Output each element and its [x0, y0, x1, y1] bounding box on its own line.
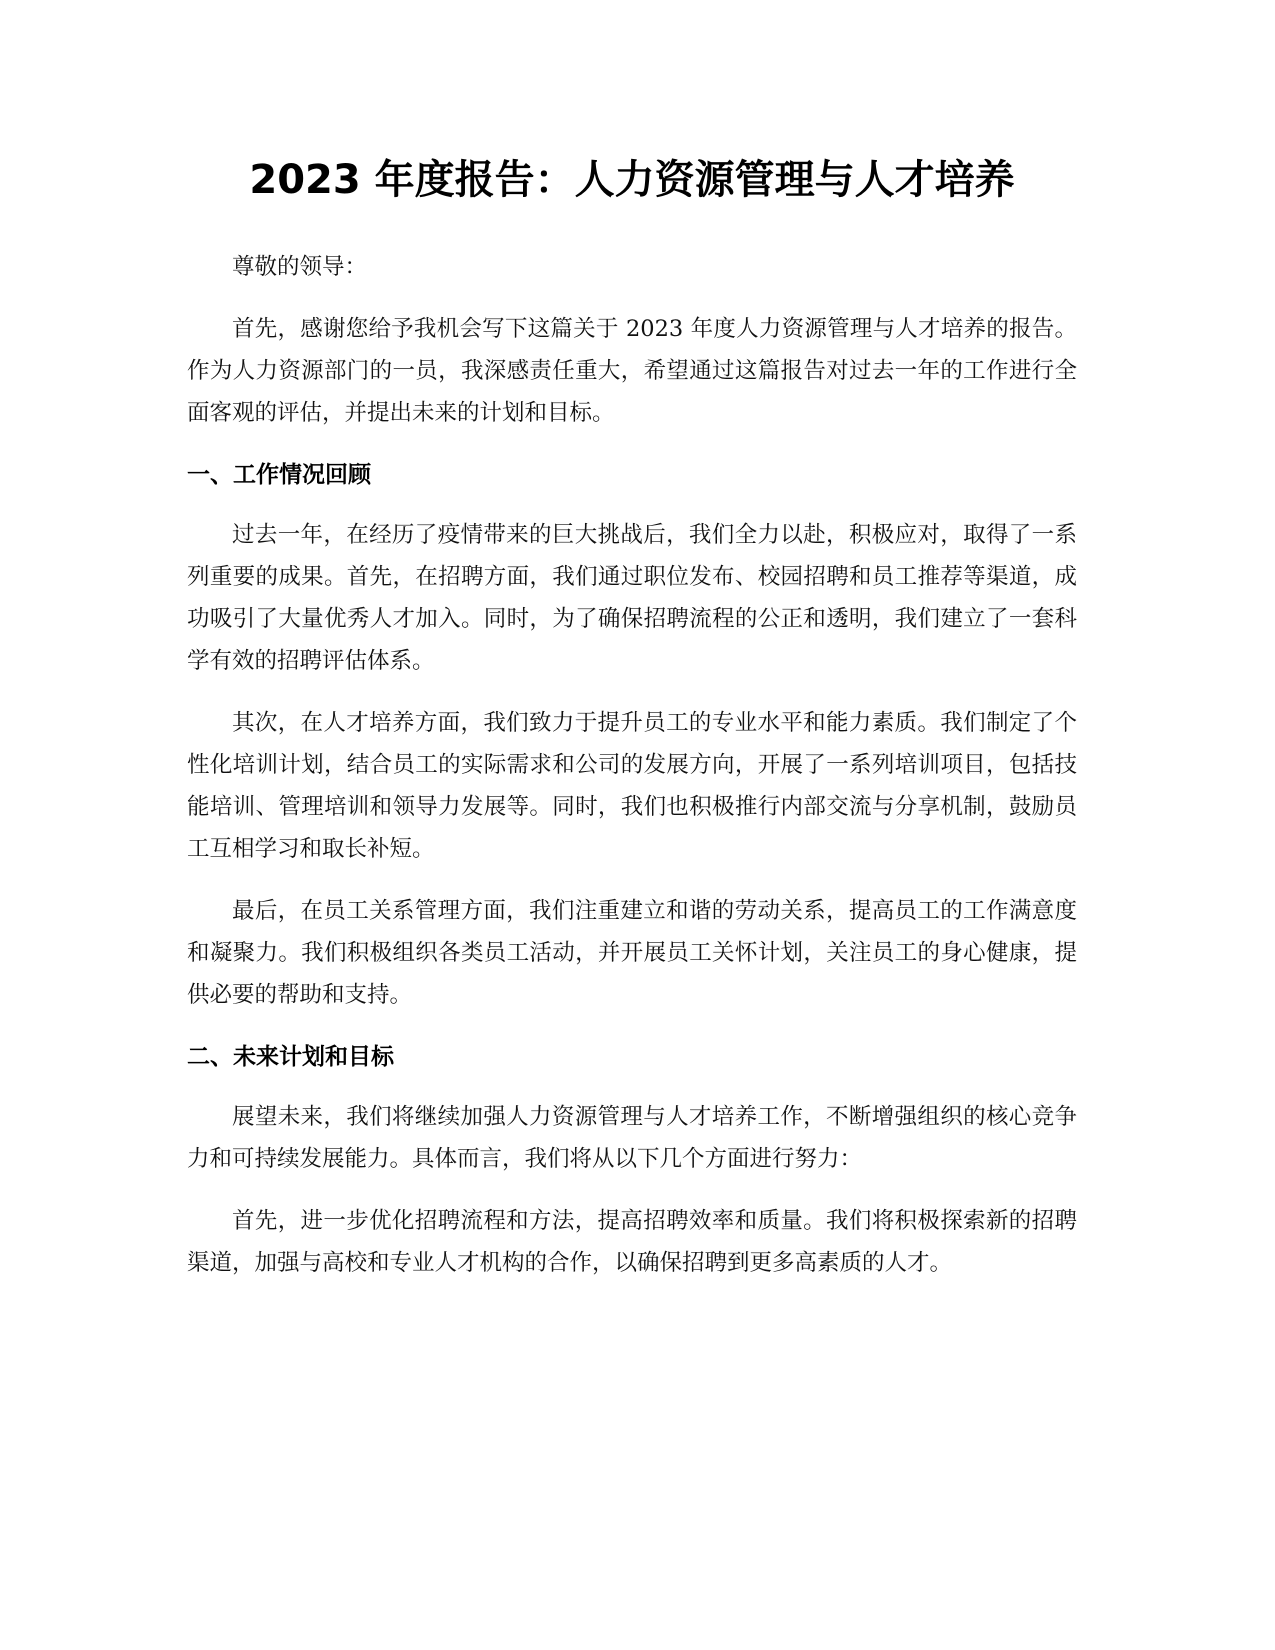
- section-heading-plans: 二、未来计划和目标: [187, 1044, 394, 1070]
- salutation: 尊敬的领导：: [232, 254, 368, 280]
- section-heading-review: 一、工作情况回顾: [187, 462, 371, 488]
- plans-paragraph-outlook: 展望未来，我们将继续加强人力资源管理与人才培养工作，不断增强组织的核心竞争力和可持续发展能力。具体而言，我们将从以下几个方面进行努力：: [187, 1104, 1077, 1172]
- plans-paragraph-recruitment: 首先，进一步优化招聘流程和方法，提高招聘效率和质量。我们将积极探索新的招聘渠道，加强与高校和专业人才机构的合作，以确保招聘到更多高素质的人才。: [187, 1208, 1077, 1276]
- review-paragraph-training: 其次，在人才培养方面，我们致力于提升员工的专业水平和能力素质。我们制定了个性化培训计划，结合员工的实际需求和公司的发展方向，开展了一系列培训项目，包括技能培训、管理培训和领导力发展等。同时，我们也积极推行内部交流与分享机制，鼓励员工互相学习和取长补短。: [187, 710, 1077, 862]
- document-title: 2023 年度报告：人力资源管理与人才培养: [249, 157, 1015, 203]
- review-paragraph-recruitment: 过去一年，在经历了疫情带来的巨大挑战后，我们全力以赴，积极应对，取得了一系列重要的成果。首先，在招聘方面，我们通过职位发布、校园招聘和员工推荐等渠道，成功吸引了大量优秀人才加入。同时，为了确保招聘流程的公正和透明，我们建立了一套科学有效的招聘评估体系。: [187, 522, 1077, 674]
- intro-paragraph: 首先，感谢您给予我机会写下这篇关于 2023 年度人力资源管理与人才培养的报告。作为人力资源部门的一员，我深感责任重大，希望通过这篇报告对过去一年的工作进行全面客观的评估，并提出未来的计划和目标。: [187, 316, 1077, 426]
- review-paragraph-relations: 最后，在员工关系管理方面，我们注重建立和谐的劳动关系，提高员工的工作满意度和凝聚力。我们积极组织各类员工活动，并开展员工关怀计划，关注员工的身心健康，提供必要的帮助和支持。: [187, 898, 1077, 1008]
